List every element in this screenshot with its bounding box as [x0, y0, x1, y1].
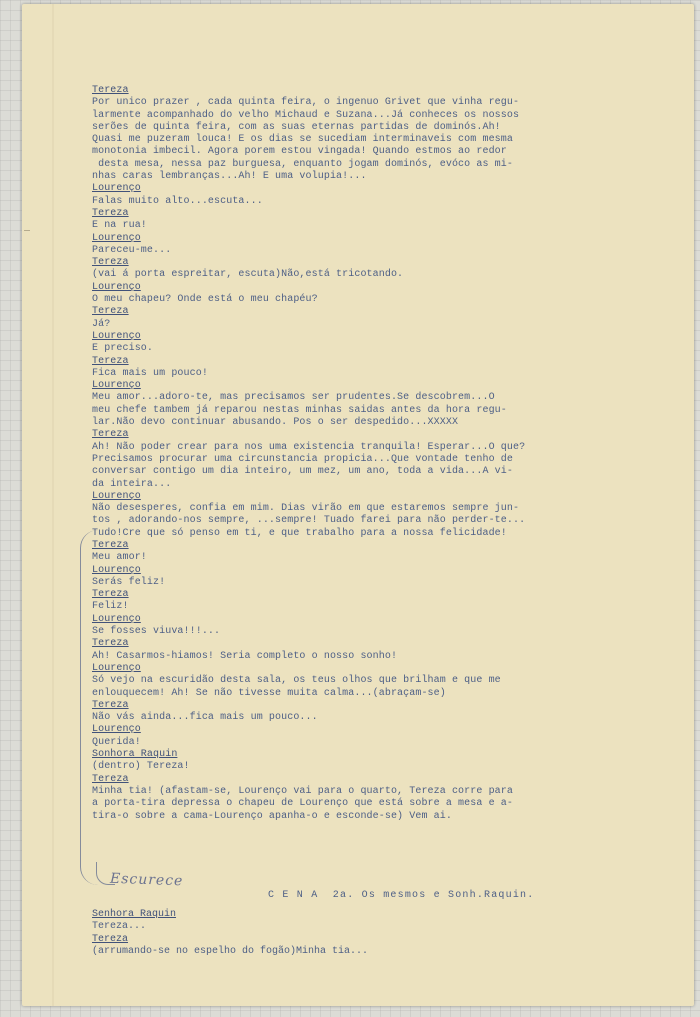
dialogue-line: Quasi me puzeram louca! E os dias se sucediam interminaveis com mesma — [92, 134, 513, 146]
dialogue-line: enlouquecem! Ah! Se não tivesse muita calma...(abraçam-se) — [92, 687, 446, 699]
dialogue-line: Ah! Não poder crear para nos uma existencia tranquila! Esperar...O que? — [92, 441, 526, 453]
speaker-name: Tereza — [92, 699, 129, 711]
dialogue-line: larmente acompanhado do velho Michaud e Suzana...Já conheces os nossos — [92, 109, 520, 121]
dialogue-line: Se fosses viuva!!!... — [92, 626, 221, 638]
dialogue-line: Serás feliz! — [92, 576, 166, 588]
speaker-name: Lourenço — [92, 613, 141, 625]
dialogue-line: da inteira... — [92, 478, 172, 490]
dialogue-line: Não vás ainda...fica mais um pouco... — [92, 712, 318, 724]
scene-heading: C E N A 2a. Os mesmos e Sonh.Raquin. — [268, 890, 535, 901]
dialogue-line: (dentro) Tereza! — [92, 761, 190, 773]
dialogue-line: Tereza... — [92, 921, 147, 933]
speaker-name: Tereza — [92, 306, 129, 318]
dialogue-line: nhas caras lembranças...Ah! E uma volupia!... — [92, 171, 367, 183]
dialogue-block — [92, 85, 670, 823]
dialogue-line: Ah! Casarmos-hiamos! Seria completo o nosso sonho! — [92, 650, 398, 662]
closing-dialogue-block — [92, 909, 670, 958]
dialogue-line: Querida! — [92, 736, 141, 748]
speaker-name: Tereza — [92, 257, 129, 269]
speaker-name: Tereza — [92, 207, 129, 219]
dialogue-line: Falas muito alto...escuta... — [92, 195, 263, 207]
dialogue-line: Já? — [92, 318, 111, 330]
dialogue-line: a porta-tira depressa o chapeu de Lourenço que está sobre a mesa e a- — [92, 798, 513, 810]
speaker-name: Tereza — [92, 85, 129, 96]
speaker-name: Lourenço — [92, 724, 141, 736]
paper-crease — [52, 4, 54, 1006]
margin-bracket — [80, 530, 109, 885]
dialogue-line: conversar contigo um dia inteiro, um mez, um ano, toda a vida...A vi- — [92, 466, 513, 478]
handwritten-note: Escurece — [109, 870, 184, 890]
dialogue-line: O meu chapeu? Onde está o meu chapéu? — [92, 294, 318, 306]
speaker-name: Tereza — [92, 773, 129, 785]
dialogue-line: Precisamos procurar uma circunstancia propicia...Que vontade tenho de — [92, 453, 513, 465]
dialogue-line: E preciso. — [92, 343, 154, 355]
dialogue-line: meu chefe tambem já reparou nestas minhas saidas antes da hora regu- — [92, 404, 507, 416]
dialogue-line: monotonia imbecil. Agora porem estou vingada! Quando estmos ao redor — [92, 146, 507, 158]
dialogue-line: Meu amor...adoro-te, mas precisamos ser prudentes.Se descobrem...O — [92, 392, 495, 404]
dialogue-line: Por unico prazer , cada quinta feira, o ingenuo Grivet que vinha regu- — [92, 97, 520, 109]
dialogue-line: tira-o sobre a cama-Lourenço apanha-o e esconde-se) Vem ai. — [92, 810, 452, 822]
speaker-name: Lourenço — [92, 330, 141, 342]
pencil-mark — [24, 230, 30, 231]
speaker-name: Lourenço — [92, 281, 141, 293]
speaker-name: Lourenço — [92, 232, 141, 244]
speaker-name: Tereza — [92, 429, 129, 441]
dialogue-line: Não desesperes, confia em mim. Dias virão em que estaremos sempre jun- — [92, 503, 520, 515]
dialogue-line: (arrumando-se no espelho do fogão)Minha tia... — [92, 945, 369, 957]
dialogue-line: tos , adorando-nos sempre, ...sempre! Tuado farei para não perder-te... — [92, 515, 526, 527]
speaker-name: Tereza — [92, 933, 129, 945]
speaker-name: Tereza — [92, 589, 129, 601]
dialogue-line: serões de quinta feira, com as suas eternas partidas de dominós.Ah! — [92, 121, 501, 133]
speaker-name: Tereza — [92, 539, 129, 551]
dialogue-line: Fica mais um pouco! — [92, 367, 208, 379]
speaker-name: Lourenço — [92, 380, 141, 392]
dialogue-line: Pareceu-me... — [92, 244, 172, 256]
speaker-name: Sonhora Raquin — [92, 749, 178, 761]
speaker-name: Lourenço — [92, 490, 141, 502]
dialogue-line: Meu amor! — [92, 552, 147, 564]
dialogue-line: Feliz! — [92, 601, 129, 613]
speaker-name: Tereza — [92, 638, 129, 650]
dialogue-line: desta mesa, nessa paz burguesa, enquanto jogam dominós, evóco as mi- — [92, 158, 513, 170]
dialogue-line: lar.Não devo continuar abusando. Pos o ser despedido...XXXXX — [92, 417, 459, 429]
dialogue-line: Só vejo na escuridão desta sala, os teus olhos que brilham e que me — [92, 675, 501, 687]
dialogue-line: Minha tia! (afastam-se, Lourenço vai para o quarto, Tereza corre para — [92, 785, 513, 797]
speaker-name: Lourenço — [92, 564, 141, 576]
speaker-name: Lourenço — [92, 662, 141, 674]
speaker-name: Lourenço — [92, 183, 141, 195]
dialogue-line: E na rua! — [92, 220, 147, 232]
speaker-name: Tereza — [92, 355, 129, 367]
speaker-name: Senhora Raquin — [92, 909, 177, 920]
dialogue-line: (vai á porta espreitar, escuta)Não,está tricotando. — [92, 269, 404, 281]
dialogue-line: Tudo!Cre que só penso em ti, e que trabalho para a nossa felicidade! — [92, 527, 507, 539]
